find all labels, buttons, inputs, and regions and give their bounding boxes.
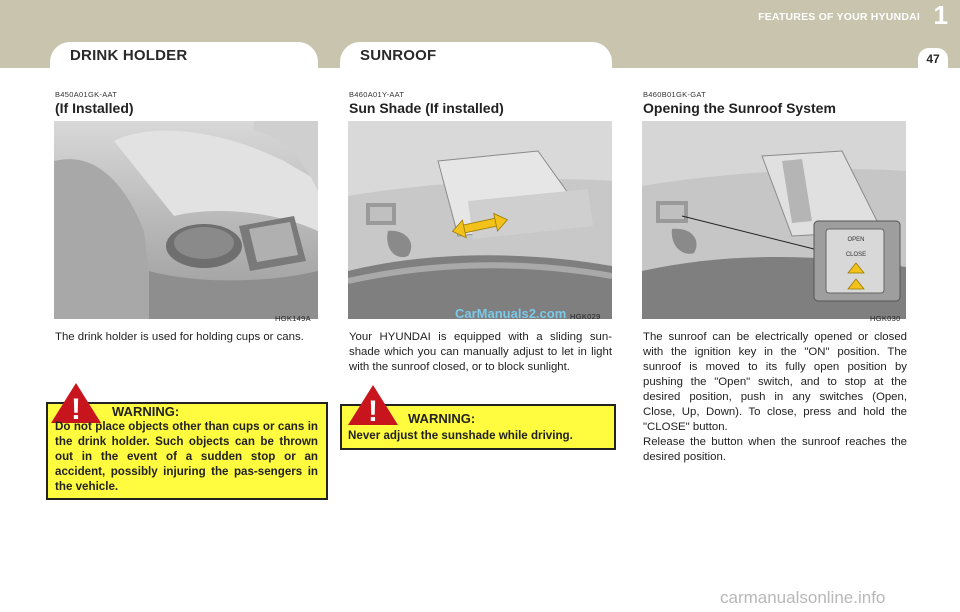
page-number: 47	[926, 52, 940, 66]
watermark: CarManuals2.com	[455, 306, 567, 321]
svg-text:!: !	[71, 393, 81, 425]
image-label: HGK030	[870, 314, 901, 323]
section-tab-drink-holder	[50, 42, 318, 68]
drink-holder-photo	[54, 121, 318, 319]
open-switch-label: OPEN	[847, 237, 865, 243]
sun-shade-photo	[348, 121, 612, 319]
page-number-badge	[918, 48, 948, 70]
body-text-sunroof: The sunroof can be electrically opened or closed with the ignition key in the "ON" position. The sunroof is moved to its fully open position by pushing the "Open" switch, and to stop at the desired position, push in any switches (Open, Close, Up, Down). To close, press and hold the "CLOSE" button. Release the button when the sunroof reaches the desired position.	[643, 331, 907, 463]
warning-title: WARNING:	[112, 404, 180, 419]
section-tab-sunroof	[340, 42, 612, 68]
section-heading: Sun Shade (If installed)	[349, 100, 504, 116]
section-code: B450A01GK-AAT	[55, 90, 118, 99]
body-text-drink-holder: The drink holder is used for holding cups or cans.	[55, 331, 304, 343]
image-label: HGK149A	[275, 314, 311, 323]
warning-text: Never adjust the sunshade while driving.	[348, 429, 573, 442]
footer-watermark: carmanualsonline.info	[720, 588, 886, 607]
svg-text:!: !	[368, 395, 378, 427]
warning-text: Do not place objects other than cups or cans in the drink holder. Such objects can be thrown out in the event of a sudden stop or an accident, possibly injuring the pas-sengers in the vehicle.	[55, 420, 318, 493]
section-heading: Opening the Sunroof System	[643, 100, 836, 116]
image-label: HGK029	[570, 312, 601, 321]
warning-title: WARNING:	[408, 411, 476, 426]
close-switch-label: CLOSE	[845, 252, 867, 258]
section-title-sunroof: SUNROOF	[360, 47, 437, 64]
section-title-drink-holder: DRINK HOLDER	[70, 47, 188, 64]
chapter-title: FEATURES OF YOUR HYUNDAI	[758, 11, 920, 23]
body-text-sun-shade: Your HYUNDAI is equipped with a sliding sun-shade which you can manually adjust to let in light with the sunroof closed, or to block sunlight.	[349, 331, 612, 373]
section-heading: (If Installed)	[55, 100, 134, 116]
sunroof-switch-photo	[642, 121, 906, 319]
chapter-number: 1	[933, 0, 948, 30]
warning-icon	[346, 383, 400, 427]
section-code: B460B01GK-GAT	[643, 90, 706, 99]
section-code: B460A01Y-AAT	[349, 90, 405, 99]
